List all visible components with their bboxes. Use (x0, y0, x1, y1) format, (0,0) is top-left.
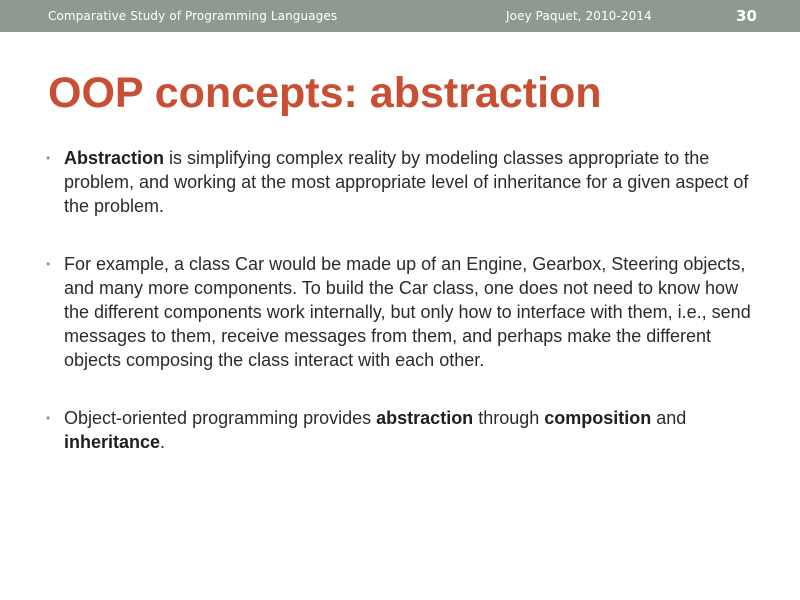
bullet-text-part: . (160, 432, 166, 452)
author-credit: Joey Paquet, 2010-2014 (506, 9, 652, 23)
bullet-dot-icon: • (46, 257, 51, 271)
bullet-text-part: through (473, 408, 545, 428)
course-title: Comparative Study of Programming Languages (48, 9, 338, 23)
bullet-text (64, 408, 686, 452)
bullet-text-part: and (651, 408, 687, 428)
bullet-dot-icon: • (46, 151, 51, 165)
bullet-dot-icon: • (46, 411, 51, 425)
bold-term: abstraction (376, 408, 474, 428)
slide-header-bar (0, 0, 800, 32)
bold-term: Abstraction (64, 148, 165, 168)
bullet-item-car-example (46, 252, 758, 372)
bold-term: inheritance (64, 432, 161, 452)
bullet-item-abstraction-definition (46, 146, 758, 218)
bullet-list (46, 146, 758, 488)
bold-term: composition (544, 408, 652, 428)
slide-title: OOP concepts: abstraction (48, 69, 602, 117)
bullet-text-rest: is simplifying complex reality by modeling classes appropriate to the problem, and working at the most appropriate level of inheritance for a given aspect of the problem. (64, 148, 749, 216)
bullet-text-part: Object-oriented programming provides (64, 408, 377, 428)
page-number: 30 (736, 7, 758, 25)
bullet-text: For example, a class Car would be made up of an Engine, Gearbox, Steering objects, and many more components. To build the Car class, one does not need to know how the different components work internally, but only how to interface with them, i.e., send messages to them, receive messages from them, and perhaps make the different objects composing the class interact with each other. (64, 254, 751, 370)
bullet-text (64, 148, 748, 216)
bullet-item-oop-provides (46, 406, 758, 454)
